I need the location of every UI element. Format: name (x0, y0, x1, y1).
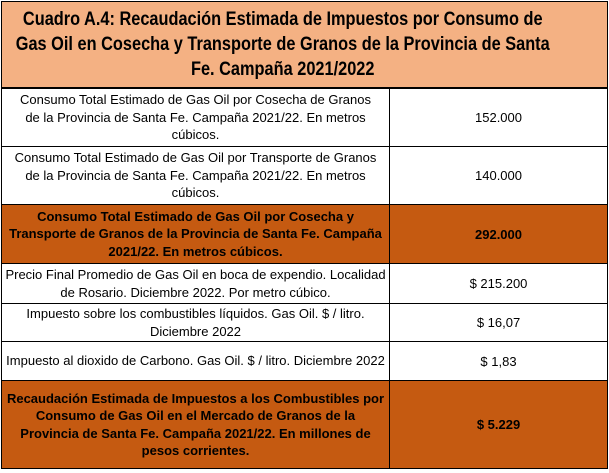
table-row (1, 304, 608, 342)
table-row (1, 147, 608, 205)
row-label: Consumo Total Estimado de Gas Oil por Cosecha de Granos de la Provincia de Santa Fe. Campaña 2021/22. En metros cúbicos. (2, 89, 390, 146)
tax-table (1, 1, 608, 470)
row-label: Consumo Total Estimado de Gas Oil por Transporte de Granos de la Provincia de Santa Fe. Campaña 2021/22. En metros cúbicos. (2, 147, 390, 204)
table-row-total-consumption (1, 205, 608, 264)
table-title (1, 1, 608, 89)
row-label: Impuesto sobre los combustibles líquidos. Gas Oil. $ / litro. Diciembre 2022 (2, 304, 390, 341)
row-value: 292.000 (475, 226, 522, 242)
row-value: $ 16,07 (476, 315, 521, 330)
row-label: Consumo Total Estimado de Gas Oil por Cosecha y Transporte de Granos de la Provincia de Santa Fe. Campaña 2021/22. En metros cúbicos. (2, 205, 390, 263)
table-title-text: Cuadro A.4: Recaudación Estimada de Impuestos por Consumo de Gas Oil en Cosecha y Transporte de Granos de la Provincia de Santa Fe. Campaña 2021/2022 (15, 9, 550, 80)
row-value: $ 215.200 (469, 276, 528, 291)
table-row (1, 89, 608, 147)
row-value: $ 5.229 (476, 417, 521, 432)
row-label: Impuesto al dioxido de Carbono. Gas Oil. $ / litro. Diciembre 2022 (2, 342, 390, 380)
row-label: Precio Final Promedio de Gas Oil en boca de expendio. Localidad de Rosario. Diciembre 2022. Por metro cúbico. (2, 264, 390, 303)
table-row (1, 342, 608, 381)
table-row (1, 264, 608, 304)
table-row-total-revenue (1, 381, 608, 469)
row-value: 152.000 (475, 110, 522, 125)
row-value: $ 1,83 (480, 353, 517, 369)
row-label: Recaudación Estimada de Impuestos a los Combustibles por Consumo de Gas Oil en el Mercado de Granos de la Provincia de Santa Fe. Campaña 2021/22. En millones de pesos corrientes. (2, 381, 390, 468)
row-value: 140.000 (475, 168, 522, 183)
